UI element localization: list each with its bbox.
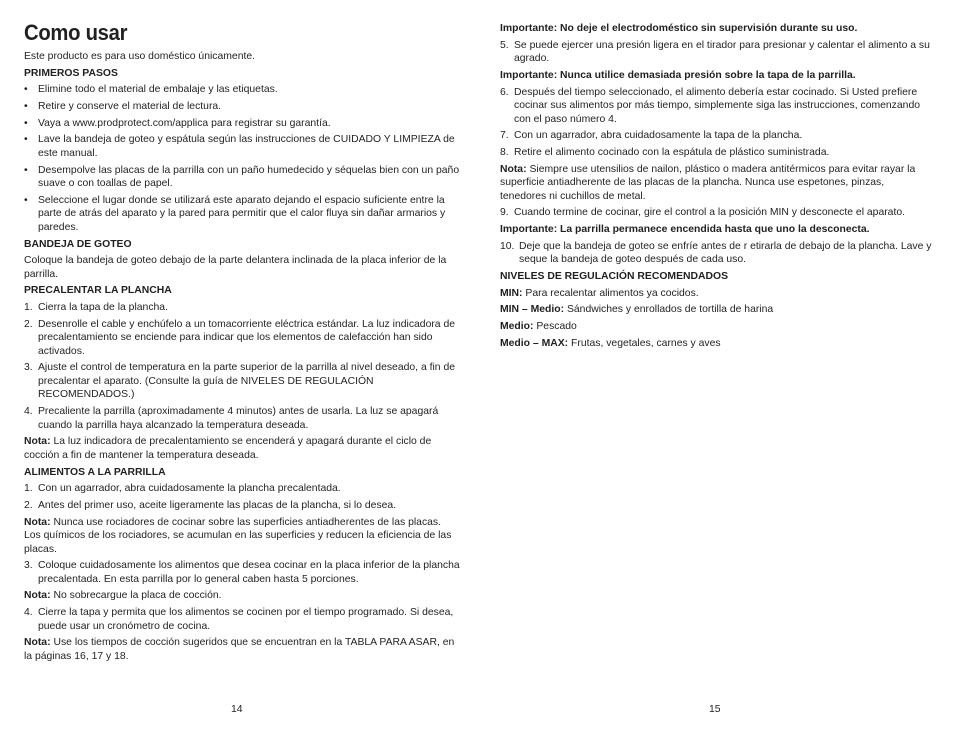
bullet-icon: • — [24, 164, 28, 176]
numbered-step: 5. Se puede ejercer una presión ligera en el tirador para presionar y calentar el alimento a su agrado. — [500, 39, 930, 65]
numbered-step: 6. Después del tiempo seleccionado, el alimento debería estar cocinado. Si Usted prefiere cocinar sus alimentos por más tiempo, simplemente siga las instrucciones, comenzando con el paso número 4. — [500, 86, 920, 125]
bullet-icon: • — [24, 84, 28, 96]
bullet-icon: • — [24, 194, 28, 206]
numbered-step: 1. Con un agarrador, abra cuidadosamente la plancha precalentada. — [24, 483, 341, 495]
page-title: Como usar — [24, 20, 128, 45]
level-item: Medio: Pescado — [500, 320, 577, 332]
bullet-item: • Seleccione el lugar donde se utilizará este aparato dejando el espacio suficiente entre la parte de atrás del aparato y la pared para permitir que el calor fluya sin dañar armarios y paredes. — [24, 194, 446, 233]
numbered-step: 2. Antes del primer uso, aceite ligeramente las placas de la plancha, si lo desea. — [24, 499, 397, 511]
section-heading-precalentar: PRECALENTAR LA PLANCHA — [24, 285, 172, 297]
numbered-step: 3. Ajuste el control de temperatura en la parte superior de la parrilla al nivel deseado, a fin de precalentar el aparato. (Consulte la guía de NIVELES DE REGULACIÓN RECOMENDADOS.) — [24, 362, 456, 401]
level-item: MIN – Medio: Sándwiches y enrollados de tortilla de harina — [500, 304, 774, 316]
note: Nota: Use los tiempos de cocción sugeridos que se encuentran en la TABLA PARA ASAR, en la páginas 16, 17 y 18. — [24, 637, 455, 662]
level-item: MIN: Para recalentar alimentos ya cocidos. — [500, 287, 699, 299]
numbered-step: 3. Coloque cuidadosamente los alimentos que desea cocinar en la placa inferior de la plancha precalentada. En esta parrilla por lo general caben hasta 5 porciones. — [24, 560, 460, 585]
bullet-item: • Retire y conserve el material de lectura. — [24, 101, 222, 113]
page-number: 14 — [231, 704, 243, 715]
section-heading-primeros-pasos: PRIMEROS PASOS — [24, 67, 118, 79]
page-number: 15 — [709, 704, 721, 715]
numbered-step: 9. Cuando termine de cocinar, gire el control a la posición MIN y desconecte el aparato. — [500, 207, 906, 219]
numbered-step: 4. Cierre la tapa y permita que los alimentos se cocinen por el tiempo programado. Si desea, puede usar un cronómetro de cocina. — [24, 607, 454, 632]
left-content — [24, 50, 460, 667]
bullet-icon: • — [24, 101, 28, 113]
bullet-item: • Elimine todo el material de embalaje y las etiquetas. — [24, 84, 278, 96]
right-content — [500, 22, 932, 353]
numbered-step: 4. Precaliente la parrilla (aproximadamente 4 minutos) antes de usarla. La luz se apagará cuando la parrilla haya alcanzado la temperatura deseada. — [24, 406, 439, 431]
bullet-item: • Desempolve las placas de la parrilla con un paño humedecido y séquelas bien con un paño suave o con toallas de papel. — [24, 164, 460, 190]
note: Nota: Siempre use utensilios de nailon, plástico o madera antitérmicos para evitar rayar la superficie antiadherente de las placas de la plancha. Nunca use espetones, pinzas, tenedores ni cuchillos de metal. — [500, 163, 916, 202]
section-heading-bandeja: BANDEJA DE GOTEO — [24, 238, 132, 250]
important-notice: Importante: No deje el electrodoméstico sin supervisión durante su uso. — [500, 23, 858, 34]
numbered-step: 7. Con un agarrador, abra cuidadosamente la tapa de la plancha. — [500, 130, 803, 142]
bandeja-text: Coloque la bandeja de goteo debajo de la parte delantera inclinada de la placa inferior de la parrilla. — [24, 255, 447, 280]
numbered-step: 8. Retire el alimento cocinado con la espátula de plástico suministrada. — [500, 146, 830, 158]
note: Nota: Nunca use rociadores de cocinar sobre las superficies antiadherentes de las placas. Los químicos de los rociadores, se acumulan en las superficies y reducen la eficiencia de las placas. — [24, 516, 452, 555]
note: Nota: No sobrecargue la placa de cocción. — [24, 590, 222, 602]
important-notice: Importante: Nunca utilice demasiada presión sobre la tapa de la parrilla. — [500, 69, 856, 81]
note: Nota: La luz indicadora de precalentamiento se encenderá y apagará durante el ciclo de cocción a fin de mantener la temperatura deseada. — [24, 436, 432, 461]
important-notice: Importante: La parrilla permanece encendida hasta que uno la desconecta. — [500, 224, 870, 235]
bullet-item: • Vaya a www.prodprotect.com/applica para registrar su garantía. — [24, 117, 331, 129]
bullet-item: • Lave la bandeja de goteo y espátula según las instrucciones de CUIDADO Y LIMPIEZA de este manual. — [24, 134, 455, 159]
level-item: Medio – MAX: Frutas, vegetales, carnes y aves — [500, 337, 721, 349]
numbered-step: 1. Cierra la tapa de la plancha. — [24, 302, 168, 314]
section-heading-niveles: NIVELES DE REGULACIÓN RECOMENDADOS — [500, 270, 729, 282]
bullet-icon: • — [24, 117, 28, 129]
section-heading-alimentos: ALIMENTOS A LA PARRILLA — [24, 466, 166, 478]
intro-text: Este producto es para uso doméstico únicamente. — [24, 51, 256, 62]
numbered-step: 2. Desenrolle el cable y enchúfelo a un tomacorriente eléctrica estándar. La luz indicadora de precalentamiento se enciende para indicar que los elementos de calefacción han sido activados. — [24, 318, 456, 357]
bullet-icon: • — [24, 134, 28, 146]
numbered-step: 10. Deje que la bandeja de goteo se enfríe antes de r etirarla de debajo de la plancha. Lave y seque la bandeja de goteo después de cada uso. — [500, 240, 932, 266]
